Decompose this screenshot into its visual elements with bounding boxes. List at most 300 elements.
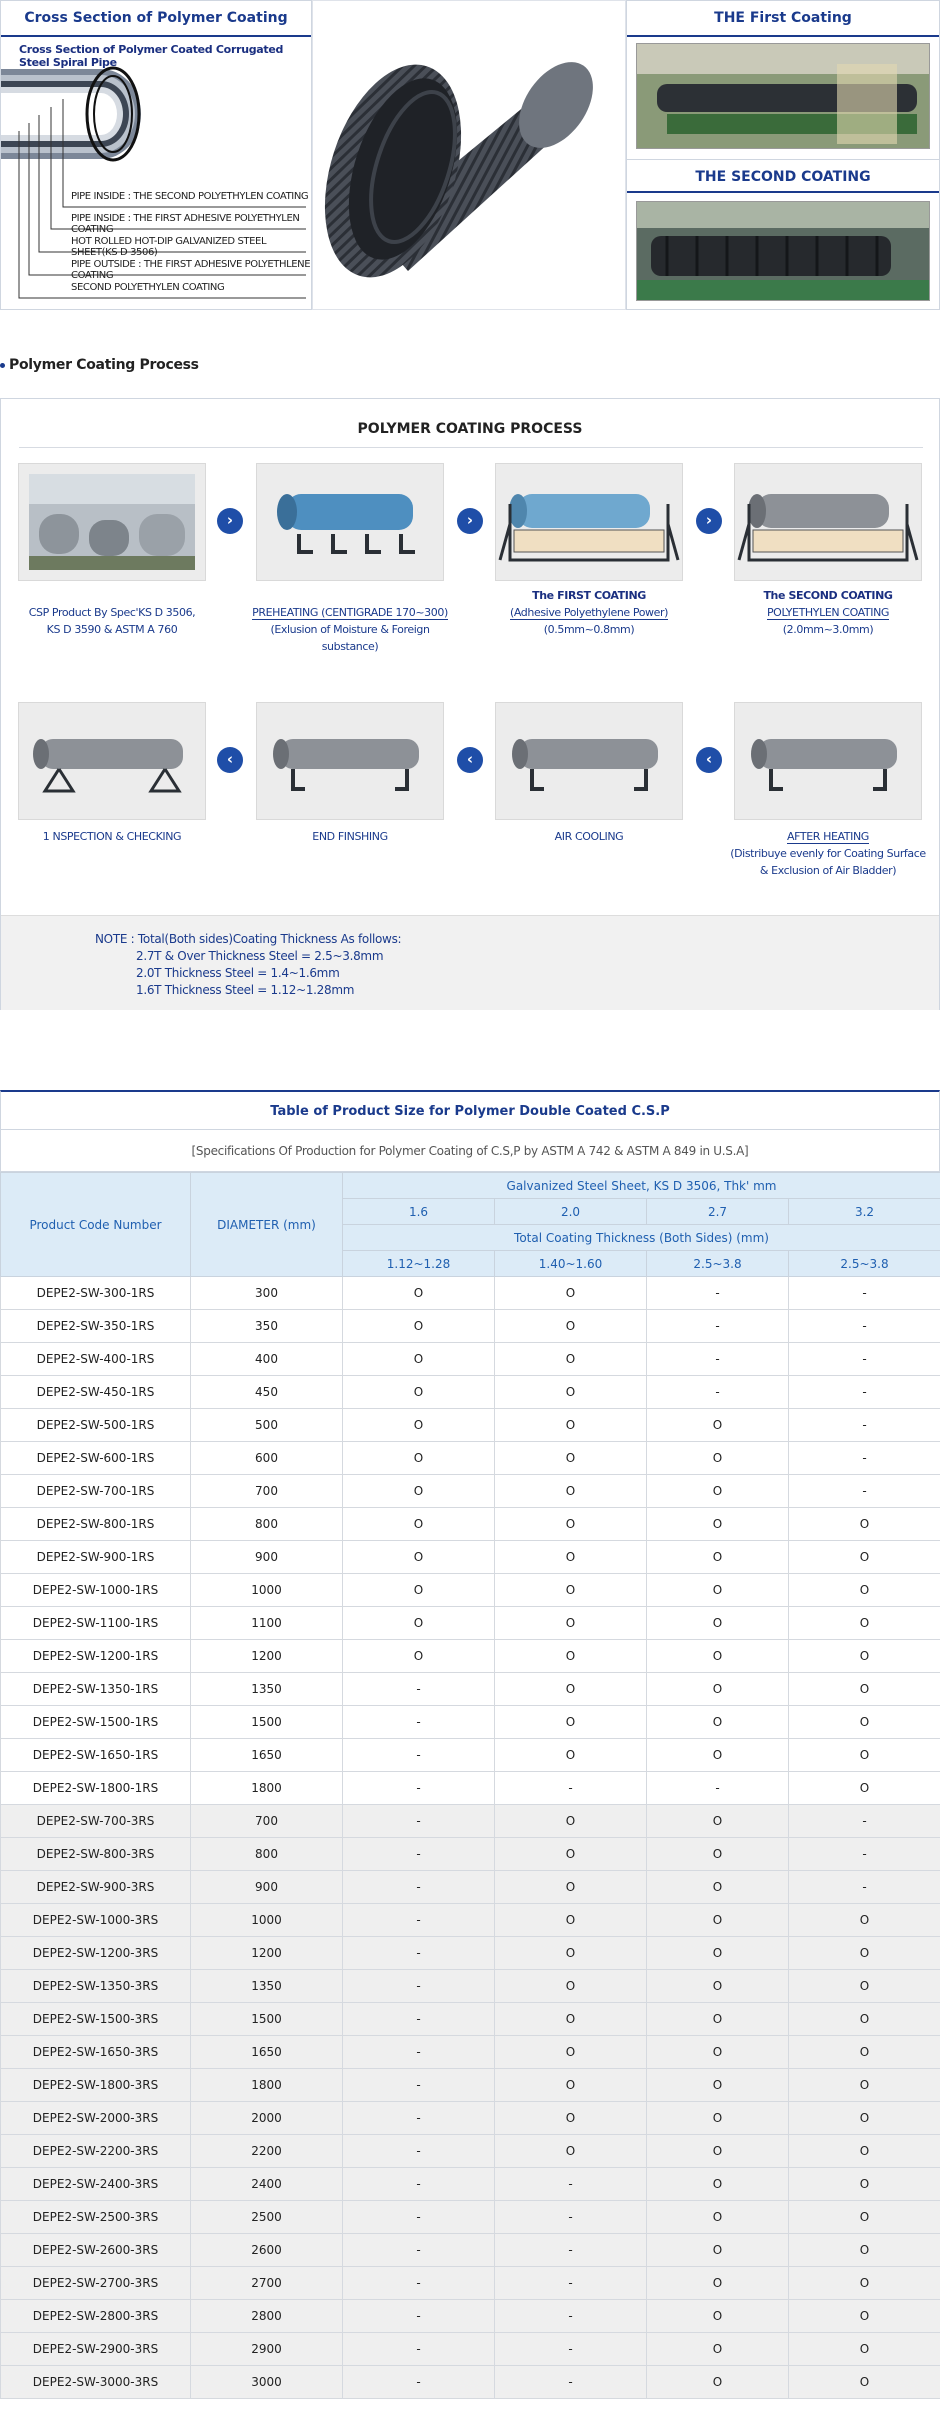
- cell-availability: -: [789, 1475, 940, 1508]
- table-row: [1, 2333, 940, 2366]
- cell-availability: O: [789, 2069, 940, 2102]
- step-image-air-cooling: [495, 702, 683, 820]
- cell-availability: O: [343, 1475, 495, 1508]
- cell-availability: O: [647, 2003, 789, 2036]
- second-coating-title: THE SECOND COATING: [627, 159, 939, 193]
- cell-availability: O: [647, 2267, 789, 2300]
- coating-process-panel: [0, 398, 940, 1010]
- note-line: 1.6T Thickness Steel = 1.12~1.28mm: [136, 983, 355, 997]
- caption-line: 1 NSPECTION & CHECKING: [42, 830, 182, 843]
- caption-line: The SECOND COATING: [763, 589, 893, 602]
- cell-product-code: DEPE2-SW-1500-3RS: [1, 2003, 191, 2036]
- cell-availability: O: [647, 1442, 789, 1475]
- cell-availability: O: [343, 1607, 495, 1640]
- cell-product-code: DEPE2-SW-1100-1RS: [1, 1607, 191, 1640]
- cross-section-panel: [0, 0, 940, 310]
- cell-availability: O: [495, 1475, 647, 1508]
- step-image-preheating: [256, 463, 444, 581]
- caption-line: (2.0mm~3.0mm): [782, 623, 874, 636]
- cell-availability: O: [343, 1574, 495, 1607]
- cell-product-code: DEPE2-SW-1000-3RS: [1, 1904, 191, 1937]
- cell-availability: O: [495, 1838, 647, 1871]
- note-line: 2.7T & Over Thickness Steel = 2.5~3.8mm: [136, 949, 384, 963]
- table-row: [1, 2003, 940, 2036]
- arrow-left-icon: ‹: [217, 747, 243, 773]
- table-row: [1, 1772, 940, 1805]
- caption-line: AFTER HEATING: [787, 830, 869, 843]
- cell-product-code: DEPE2-SW-1800-3RS: [1, 2069, 191, 2102]
- cell-availability: O: [789, 1541, 940, 1574]
- cell-product-code: DEPE2-SW-700-1RS: [1, 1475, 191, 1508]
- cell-diameter: 900: [191, 1541, 343, 1574]
- cell-availability: O: [647, 1970, 789, 2003]
- coating-photos-box: [626, 0, 940, 310]
- cell-availability: O: [495, 1574, 647, 1607]
- cell-diameter: 700: [191, 1805, 343, 1838]
- table-row: [1, 1970, 940, 2003]
- cell-availability: O: [343, 1442, 495, 1475]
- cell-availability: O: [343, 1277, 495, 1310]
- step-image-first-coating: [495, 463, 683, 581]
- cell-availability: O: [495, 1673, 647, 1706]
- cell-product-code: DEPE2-SW-1650-3RS: [1, 2036, 191, 2069]
- caption-line: CSP Product By Spec'KS D 3506,: [28, 606, 196, 619]
- cell-product-code: DEPE2-SW-2000-3RS: [1, 2102, 191, 2135]
- cell-availability: O: [647, 1673, 789, 1706]
- cell-product-code: DEPE2-SW-700-3RS: [1, 1805, 191, 1838]
- cell-product-code: DEPE2-SW-300-1RS: [1, 1277, 191, 1310]
- note-line: NOTE : Total(Both sides)Coating Thickness As follows:: [95, 932, 402, 946]
- table-title: Table of Product Size for Polymer Double Coated C.S.P: [0, 1090, 940, 1130]
- cell-diameter: 1000: [191, 1574, 343, 1607]
- cell-diameter: 350: [191, 1310, 343, 1343]
- caption-line: & Exclusion of Air Bladder): [759, 864, 897, 877]
- cell-availability: O: [647, 1706, 789, 1739]
- cell-availability: -: [343, 2003, 495, 2036]
- cell-diameter: 1350: [191, 1673, 343, 1706]
- cell-availability: O: [789, 1508, 940, 1541]
- cell-availability: O: [647, 2333, 789, 2366]
- cell-availability: O: [495, 1805, 647, 1838]
- cell-availability: O: [789, 1739, 940, 1772]
- cell-product-code: DEPE2-SW-2600-3RS: [1, 2234, 191, 2267]
- header-product-code: Product Code Number: [1, 1173, 191, 1277]
- table-row: [1, 2135, 940, 2168]
- cell-diameter: 700: [191, 1475, 343, 1508]
- cell-availability: -: [495, 2300, 647, 2333]
- cell-product-code: DEPE2-SW-800-1RS: [1, 1508, 191, 1541]
- cell-availability: O: [647, 1904, 789, 1937]
- cell-diameter: 2500: [191, 2201, 343, 2234]
- header-thickness: 2.7: [647, 1199, 789, 1225]
- cell-availability: O: [647, 1739, 789, 1772]
- cell-availability: O: [495, 1970, 647, 2003]
- cell-availability: O: [647, 2168, 789, 2201]
- cell-availability: O: [647, 1508, 789, 1541]
- first-coating-title: THE First Coating: [627, 1, 939, 37]
- arrow-left-icon: ‹: [457, 747, 483, 773]
- note-line: 2.0T Thickness Steel = 1.4~1.6mm: [136, 966, 340, 980]
- cell-availability: O: [647, 2135, 789, 2168]
- cell-availability: O: [495, 1277, 647, 1310]
- table-row: [1, 1409, 940, 1442]
- cell-availability: O: [647, 2366, 789, 2399]
- cell-product-code: DEPE2-SW-600-1RS: [1, 1442, 191, 1475]
- table-row: [1, 1739, 940, 1772]
- cell-availability: -: [343, 2366, 495, 2399]
- caption-line: PREHEATING (CENTIGRADE 170~300): [252, 606, 448, 619]
- cell-product-code: DEPE2-SW-500-1RS: [1, 1409, 191, 1442]
- second-coating-photo: [636, 201, 930, 301]
- cell-availability: -: [343, 2234, 495, 2267]
- cell-availability: -: [495, 2333, 647, 2366]
- layer-label: PIPE INSIDE : THE FIRST ADHESIVE POLYETHYLEN COATING: [71, 213, 300, 235]
- cell-product-code: DEPE2-SW-3000-3RS: [1, 2366, 191, 2399]
- cell-availability: O: [647, 1475, 789, 1508]
- cell-availability: O: [495, 1442, 647, 1475]
- cell-availability: O: [343, 1409, 495, 1442]
- step-caption-after-heating: [728, 828, 928, 879]
- step-caption-end-finishing: [250, 828, 450, 845]
- caption-line: The FIRST COATING: [532, 589, 646, 602]
- cell-diameter: 400: [191, 1343, 343, 1376]
- cell-diameter: 1800: [191, 2069, 343, 2102]
- table-row: [1, 2234, 940, 2267]
- cell-availability: O: [495, 1706, 647, 1739]
- cell-availability: -: [495, 2234, 647, 2267]
- cell-availability: O: [647, 2069, 789, 2102]
- cell-availability: -: [343, 2201, 495, 2234]
- cell-availability: -: [495, 2201, 647, 2234]
- cell-availability: O: [343, 1508, 495, 1541]
- cell-product-code: DEPE2-SW-2500-3RS: [1, 2201, 191, 2234]
- table-row: [1, 2168, 940, 2201]
- cell-diameter: 450: [191, 1376, 343, 1409]
- cell-availability: -: [343, 1772, 495, 1805]
- table-row: [1, 1640, 940, 1673]
- cell-availability: O: [647, 1409, 789, 1442]
- cell-product-code: DEPE2-SW-350-1RS: [1, 1310, 191, 1343]
- header-thickness: 3.2: [789, 1199, 940, 1225]
- cell-diameter: 2400: [191, 2168, 343, 2201]
- layer-label: PIPE OUTSIDE : THE FIRST ADHESIVE POLYETHLENE COATING: [71, 259, 311, 281]
- cell-availability: -: [343, 1904, 495, 1937]
- cell-product-code: DEPE2-SW-2800-3RS: [1, 2300, 191, 2333]
- cell-availability: -: [343, 1970, 495, 2003]
- cell-availability: O: [495, 2003, 647, 2036]
- cell-product-code: DEPE2-SW-400-1RS: [1, 1343, 191, 1376]
- caption-line: KS D 3590 & ASTM A 760: [46, 623, 178, 636]
- cell-availability: O: [495, 1607, 647, 1640]
- cell-diameter: 1800: [191, 1772, 343, 1805]
- cell-product-code: DEPE2-SW-1500-1RS: [1, 1706, 191, 1739]
- spiral-pipe-image: [313, 1, 625, 309]
- cell-availability: O: [789, 1970, 940, 2003]
- cell-product-code: DEPE2-SW-1000-1RS: [1, 1574, 191, 1607]
- arrow-right-icon: ›: [457, 508, 483, 534]
- cell-availability: -: [789, 1442, 940, 1475]
- caption-line: (Exlusion of Moisture & Foreign substance): [270, 623, 430, 653]
- step-caption-inspection: [12, 828, 212, 845]
- table-row: [1, 1541, 940, 1574]
- cell-product-code: DEPE2-SW-1200-1RS: [1, 1640, 191, 1673]
- cell-diameter: 2600: [191, 2234, 343, 2267]
- cell-availability: O: [789, 1706, 940, 1739]
- cell-availability: -: [343, 1871, 495, 1904]
- cell-diameter: 2200: [191, 2135, 343, 2168]
- cell-availability: -: [789, 1343, 940, 1376]
- cell-availability: -: [343, 1937, 495, 1970]
- cell-availability: O: [789, 1673, 940, 1706]
- step-caption-first-coating: [489, 587, 689, 638]
- table-row: [1, 1277, 940, 1310]
- product-size-table-section: [0, 1090, 940, 2399]
- header-coating-range: 1.12~1.28: [343, 1251, 495, 1277]
- cell-availability: O: [343, 1376, 495, 1409]
- cell-availability: -: [495, 2267, 647, 2300]
- cell-availability: O: [343, 1310, 495, 1343]
- table-row: [1, 1937, 940, 1970]
- cell-availability: -: [789, 1805, 940, 1838]
- cell-availability: -: [789, 1277, 940, 1310]
- cell-availability: O: [789, 2102, 940, 2135]
- cell-availability: -: [789, 1838, 940, 1871]
- header-diameter: DIAMETER (mm): [191, 1173, 343, 1277]
- cell-diameter: 300: [191, 1277, 343, 1310]
- cell-availability: O: [789, 1937, 940, 1970]
- cross-section-subtitle: Cross Section of Polymer Coated Corrugated Steel Spiral Pipe: [19, 43, 284, 69]
- cross-section-title: Cross Section of Polymer Coating: [1, 1, 311, 37]
- cell-availability: -: [789, 1409, 940, 1442]
- cell-availability: O: [495, 1508, 647, 1541]
- cell-availability: O: [647, 1640, 789, 1673]
- bullet-icon: [0, 363, 5, 368]
- cell-product-code: DEPE2-SW-1350-1RS: [1, 1673, 191, 1706]
- cell-availability: -: [789, 1376, 940, 1409]
- cell-availability: O: [647, 1805, 789, 1838]
- process-divider: [19, 447, 923, 448]
- layer-label: HOT ROLLED HOT-DIP GALVANIZED STEEL SHEET(KS D 3506): [71, 236, 267, 258]
- cell-product-code: DEPE2-SW-1350-3RS: [1, 1970, 191, 2003]
- cell-product-code: DEPE2-SW-1650-1RS: [1, 1739, 191, 1772]
- table-row: [1, 2300, 940, 2333]
- cell-availability: -: [343, 1838, 495, 1871]
- cell-availability: O: [495, 1310, 647, 1343]
- cell-product-code: DEPE2-SW-2200-3RS: [1, 2135, 191, 2168]
- cell-availability: O: [789, 1574, 940, 1607]
- cell-availability: -: [647, 1277, 789, 1310]
- cell-availability: O: [647, 2201, 789, 2234]
- table-row: [1, 1442, 940, 1475]
- cell-availability: -: [343, 1706, 495, 1739]
- table-row: [1, 1607, 940, 1640]
- cell-availability: O: [789, 2036, 940, 2069]
- cell-availability: -: [789, 1310, 940, 1343]
- cell-availability: O: [647, 1937, 789, 1970]
- table-row: [1, 2102, 940, 2135]
- cell-availability: O: [647, 1574, 789, 1607]
- cell-availability: -: [647, 1310, 789, 1343]
- cell-diameter: 1100: [191, 1607, 343, 1640]
- table-row: [1, 1574, 940, 1607]
- cell-availability: -: [343, 1673, 495, 1706]
- header-thickness: 2.0: [495, 1199, 647, 1225]
- cell-availability: O: [495, 2102, 647, 2135]
- cell-availability: O: [495, 1640, 647, 1673]
- coating-thickness-note: [1, 915, 939, 1010]
- step-caption-preheating: [250, 604, 450, 655]
- cell-availability: -: [343, 1739, 495, 1772]
- cell-diameter: 500: [191, 1409, 343, 1442]
- table-row: [1, 1871, 940, 1904]
- header-steel-sheet: Galvanized Steel Sheet, KS D 3506, Thk' mm: [343, 1173, 940, 1199]
- table-row: [1, 1475, 940, 1508]
- table-row: [1, 1310, 940, 1343]
- cell-availability: -: [343, 2168, 495, 2201]
- arrow-left-icon: ‹: [696, 747, 722, 773]
- cell-diameter: 1500: [191, 1706, 343, 1739]
- cell-diameter: 1200: [191, 1937, 343, 1970]
- cell-diameter: 800: [191, 1838, 343, 1871]
- cell-availability: O: [495, 1904, 647, 1937]
- cell-availability: O: [495, 1376, 647, 1409]
- cell-diameter: 600: [191, 1442, 343, 1475]
- table-row: [1, 2366, 940, 2399]
- cell-availability: O: [495, 1937, 647, 1970]
- cell-availability: O: [789, 2267, 940, 2300]
- cell-availability: -: [789, 1871, 940, 1904]
- cell-availability: O: [789, 2135, 940, 2168]
- cell-product-code: DEPE2-SW-1200-3RS: [1, 1937, 191, 1970]
- cross-section-box: [0, 0, 312, 310]
- cell-availability: O: [647, 1607, 789, 1640]
- step-image-csp-product: [18, 463, 206, 581]
- cell-diameter: 3000: [191, 2366, 343, 2399]
- table-row: [1, 2267, 940, 2300]
- cell-availability: -: [343, 1805, 495, 1838]
- table-spec: [Specifications Of Production for Polymer Coating of C.S,P by ASTM A 742 & ASTM A 849 in U.S.A]: [0, 1130, 940, 1172]
- table-row: [1, 2201, 940, 2234]
- cell-availability: -: [343, 2267, 495, 2300]
- table-row: [1, 2036, 940, 2069]
- caption-line: AIR COOLING: [554, 830, 624, 843]
- table-row: [1, 1838, 940, 1871]
- cell-product-code: DEPE2-SW-450-1RS: [1, 1376, 191, 1409]
- table-row: [1, 1805, 940, 1838]
- cell-diameter: 1350: [191, 1970, 343, 2003]
- layer-label: PIPE INSIDE : THE SECOND POLYETHYLEN COATING: [71, 191, 309, 202]
- cell-availability: -: [343, 2069, 495, 2102]
- cell-product-code: DEPE2-SW-1800-1RS: [1, 1772, 191, 1805]
- cell-availability: O: [789, 2201, 940, 2234]
- caption-line: POLYETHYLEN COATING: [766, 606, 890, 619]
- section-heading-text: Polymer Coating Process: [9, 357, 199, 373]
- section-heading: [0, 357, 199, 373]
- step-caption-air-cooling: [489, 828, 689, 845]
- cell-product-code: DEPE2-SW-2700-3RS: [1, 2267, 191, 2300]
- spiral-pipe-photo: [312, 0, 626, 310]
- layer-label: SECOND POLYETHYLEN COATING: [71, 282, 225, 293]
- cell-diameter: 2900: [191, 2333, 343, 2366]
- header-total-coating: Total Coating Thickness (Both Sides) (mm): [343, 1225, 940, 1251]
- cell-availability: O: [789, 2234, 940, 2267]
- cell-availability: -: [343, 2333, 495, 2366]
- cell-availability: O: [789, 2366, 940, 2399]
- cell-availability: O: [647, 2234, 789, 2267]
- step-image-after-heating: [734, 702, 922, 820]
- cell-product-code: DEPE2-SW-900-3RS: [1, 1871, 191, 1904]
- cell-availability: O: [343, 1640, 495, 1673]
- table-row: [1, 2069, 940, 2102]
- cell-diameter: 1500: [191, 2003, 343, 2036]
- table-row: [1, 1904, 940, 1937]
- cell-availability: O: [789, 1772, 940, 1805]
- cell-diameter: 1650: [191, 2036, 343, 2069]
- cell-availability: -: [343, 2300, 495, 2333]
- cell-availability: O: [789, 1640, 940, 1673]
- cell-availability: O: [647, 2036, 789, 2069]
- cell-availability: O: [789, 2333, 940, 2366]
- process-title: POLYMER COATING PROCESS: [357, 421, 583, 437]
- header-coating-range: 2.5~3.8: [647, 1251, 789, 1277]
- cell-availability: O: [647, 2300, 789, 2333]
- cell-availability: O: [495, 1871, 647, 1904]
- step-image-second-coating: [734, 463, 922, 581]
- step-image-end-finishing: [256, 702, 444, 820]
- cell-availability: O: [647, 2102, 789, 2135]
- caption-line: (Adhesive Polyethylene Power): [509, 606, 668, 619]
- cell-availability: O: [343, 1343, 495, 1376]
- cell-availability: O: [495, 2069, 647, 2102]
- cell-availability: O: [789, 2003, 940, 2036]
- first-coating-photo: [636, 43, 930, 149]
- step-caption-csp-product: [12, 604, 212, 638]
- cell-availability: O: [495, 1739, 647, 1772]
- cell-diameter: 1650: [191, 1739, 343, 1772]
- product-size-table: [0, 1172, 940, 2399]
- header-coating-range: 1.40~1.60: [495, 1251, 647, 1277]
- cell-availability: O: [343, 1541, 495, 1574]
- cell-product-code: DEPE2-SW-800-3RS: [1, 1838, 191, 1871]
- cell-availability: O: [647, 1871, 789, 1904]
- cell-availability: -: [343, 2135, 495, 2168]
- cell-diameter: 1000: [191, 1904, 343, 1937]
- step-caption-second-coating: [728, 587, 928, 638]
- table-row: [1, 1376, 940, 1409]
- cell-availability: -: [647, 1376, 789, 1409]
- table-row: [1, 1508, 940, 1541]
- cell-availability: -: [647, 1343, 789, 1376]
- cell-availability: O: [789, 2168, 940, 2201]
- cell-availability: O: [647, 1838, 789, 1871]
- table-row: [1, 1343, 940, 1376]
- cell-diameter: 2700: [191, 2267, 343, 2300]
- caption-line: END FINSHING: [312, 830, 388, 843]
- cell-product-code: DEPE2-SW-900-1RS: [1, 1541, 191, 1574]
- cell-availability: O: [789, 1904, 940, 1937]
- cell-availability: -: [495, 2366, 647, 2399]
- cell-availability: -: [495, 2168, 647, 2201]
- cell-availability: -: [495, 1772, 647, 1805]
- table-row: [1, 1706, 940, 1739]
- arrow-right-icon: ›: [217, 508, 243, 534]
- caption-line: (0.5mm~0.8mm): [543, 623, 635, 636]
- table-row: [1, 1673, 940, 1706]
- cell-product-code: DEPE2-SW-2400-3RS: [1, 2168, 191, 2201]
- cell-availability: -: [647, 1772, 789, 1805]
- cell-availability: O: [495, 1541, 647, 1574]
- cell-availability: O: [789, 2300, 940, 2333]
